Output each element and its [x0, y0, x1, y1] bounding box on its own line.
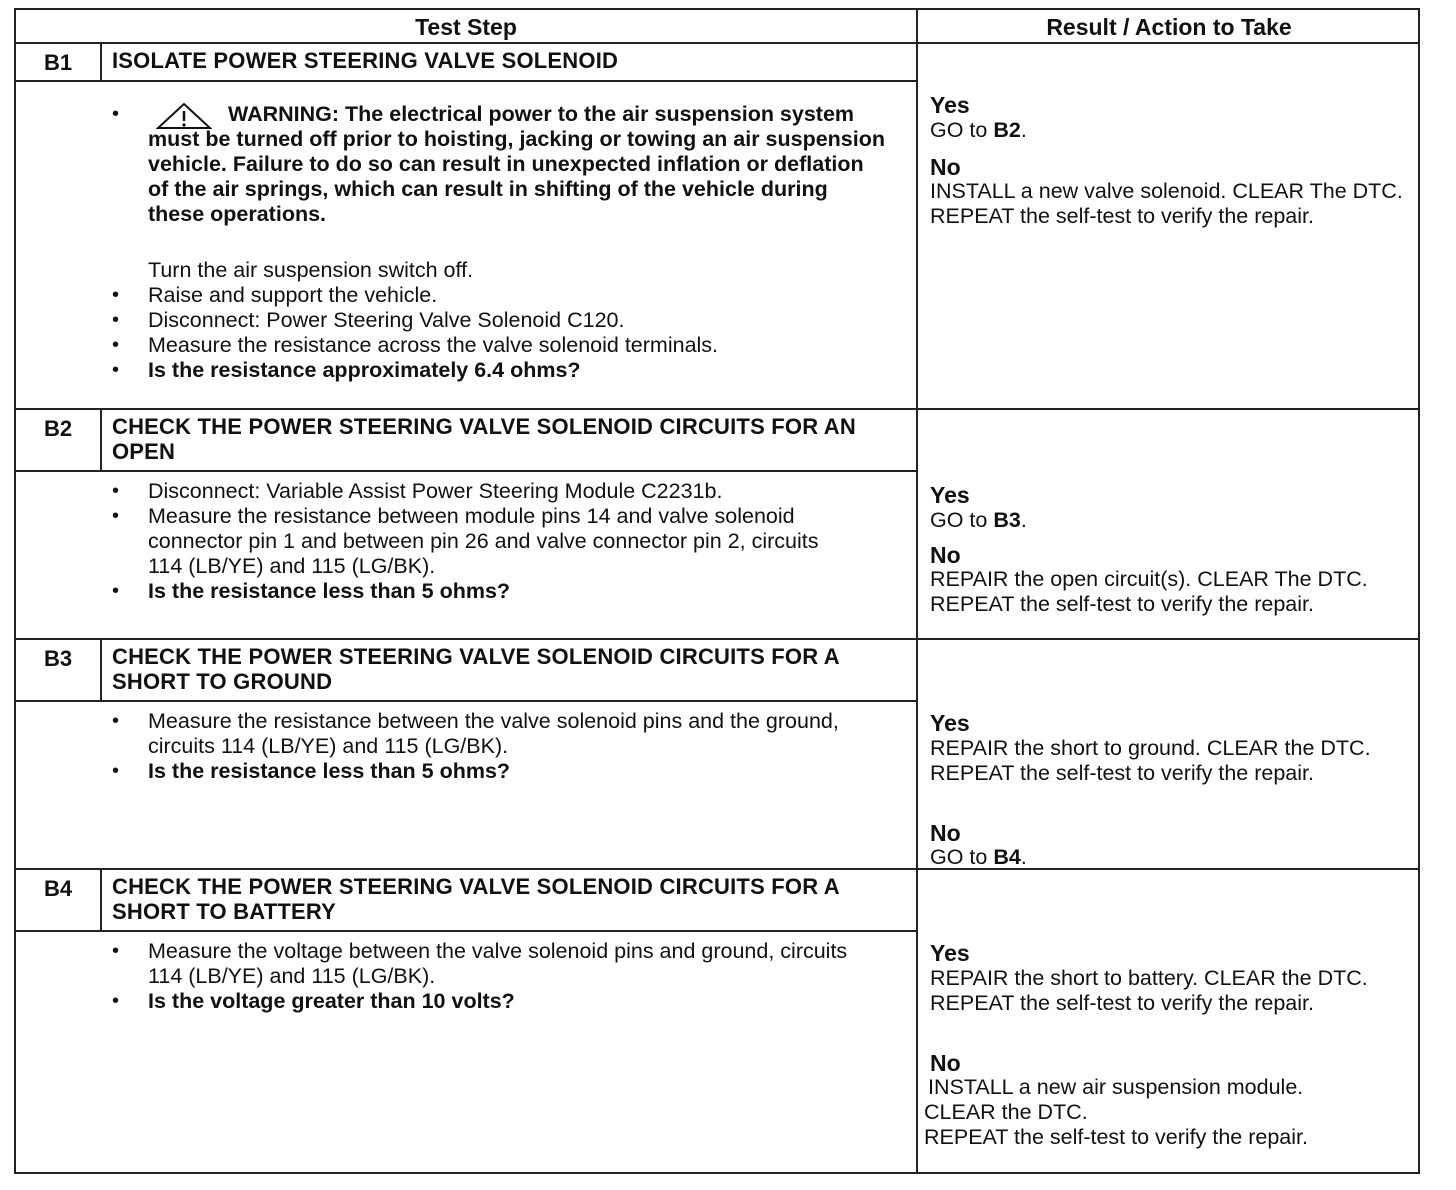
no-action: GO to B4.	[930, 845, 1027, 869]
step-block-b1	[16, 44, 1418, 410]
step-title: CHECK THE POWER STEERING VALVE SOLENOID CIRCUITS FOR A SHORT TO GROUND	[100, 640, 916, 700]
yes-action: GO to B3.	[930, 508, 1027, 532]
no-action-line: CLEAR the DTC.	[924, 1100, 1088, 1124]
list-item: Measure the resistance across the valve solenoid terminals.	[148, 333, 719, 357]
step-title: ISOLATE POWER STEERING VALVE SOLENOID	[100, 44, 916, 80]
step-id: B4	[43, 876, 73, 901]
no-action: INSTALL a new valve solenoid. CLEAR The DTC. REPEAT the self-test to verify the repair.	[930, 179, 1403, 228]
list-item: Disconnect: Variable Assist Power Steering Module C2231b.	[148, 479, 723, 503]
yes-label: Yes	[930, 482, 970, 508]
step-title: CHECK THE POWER STEERING VALVE SOLENOID CIRCUITS FOR A SHORT TO BATTERY	[100, 870, 916, 930]
yes-action: GO to B2.	[930, 118, 1027, 142]
step-b1-test-column: B1 ISOLATE POWER STEERING VALVE SOLENOID • WARNING: The electrical power to the air suspension system must be turned off prior to hoisting, jacking or towing an air suspension vehicle. Failure to do so can result in unexpected inflation or deflation of the air springs, which can result in shifting of the vehicle during these operations. Turn the air suspension switch off. • Raise and support the vehicle. • Disconnect: Power Steering Valve Solenoid C120. • Measure the resistance across the valve solenoid terminals. • Is the resistance approximately 6.4 ohms?	[16, 44, 918, 408]
header-result-action: Result / Action to Take	[918, 10, 1420, 44]
step-id: B2	[43, 416, 73, 441]
step-id: B1	[43, 50, 73, 75]
no-label: No	[930, 820, 961, 846]
yes-label: Yes	[930, 940, 970, 966]
warning-text: WARNING: The electrical power to the air suspension system must be turned off prior to hoisting, jacking or towing an air suspension vehicle. Failure to do so can result in unexpected inflation or deflation of the air springs, which can result in shifting of the vehicle during these operations.	[148, 102, 886, 226]
list-item: Disconnect: Power Steering Valve Solenoid C120.	[148, 308, 625, 332]
question: Is the resistance less than 5 ohms?	[148, 579, 511, 603]
yes-label: Yes	[930, 92, 970, 118]
step-id: B3	[43, 646, 73, 671]
step-block-b4: B4 CHECK THE POWER STEERING VALVE SOLENOID CIRCUITS FOR A SHORT TO BATTERY • Measure the voltage between the valve solenoid pins and ground, circuits 114 (LB/YE) and 115 (LG/BK). • Is the voltage greater than 10 volts? Yes REPAIR the short to battery. CLEAR the DTC. REPEAT the self-test to verify the repair. No INSTALL a new air suspension module. CLEAR the DTC. REPEAT the self-test to verify the repair.	[16, 870, 1418, 1172]
list-item: Measure the resistance between module pins 14 and valve solenoid connector pin 1 and between pin 26 and valve connector pin 2, circuits 114 (LB/YE) and 115 (LG/BK).	[148, 504, 819, 578]
question: Is the resistance less than 5 ohms?	[148, 759, 511, 783]
header-test-step: Test Step	[16, 10, 918, 44]
no-action: REPAIR the open circuit(s). CLEAR The DTC. REPEAT the self-test to verify the repair.	[930, 567, 1368, 616]
no-label: No	[930, 542, 961, 568]
no-action-line: REPEAT the self-test to verify the repair.	[924, 1125, 1308, 1149]
no-label: No	[930, 154, 961, 180]
yes-action: REPAIR the short to battery. CLEAR the DTC. REPEAT the self-test to verify the repair.	[930, 966, 1368, 1015]
question: Is the resistance approximately 6.4 ohms?	[148, 358, 581, 382]
list-item: Raise and support the vehicle.	[148, 283, 438, 307]
question: Is the voltage greater than 10 volts?	[148, 989, 515, 1013]
yes-action: REPAIR the short to ground. CLEAR the DTC. REPEAT the self-test to verify the repair.	[930, 736, 1371, 785]
step-title: CHECK THE POWER STEERING VALVE SOLENOID CIRCUITS FOR AN OPEN	[100, 410, 916, 470]
yes-label: Yes	[930, 710, 970, 736]
no-action	[924, 1075, 1418, 1150]
list-item: Measure the resistance between the valve solenoid pins and the ground, circuits 114 (LB/YE) and 115 (LG/BK).	[148, 709, 839, 758]
step-block-b3: B3 CHECK THE POWER STEERING VALVE SOLENOID CIRCUITS FOR A SHORT TO GROUND • Measure the resistance between the valve solenoid pins and the ground, circuits 114 (LB/YE) and 115 (LG/BK). • Is the resistance less than 5 ohms? Yes REPAIR the short to ground. CLEAR the DTC. REPEAT the self-test to verify the repair. No GO to B4.	[16, 640, 1418, 870]
step-block-b2: B2 CHECK THE POWER STEERING VALVE SOLENOID CIRCUITS FOR AN OPEN • Disconnect: Variable Assist Power Steering Module C2231b. • Measure the resistance between module pins 14 and valve solenoid connector pin 1 and between pin 26 and valve connector pin 2, circuits 114 (LB/YE) and 115 (LG/BK). • Is the resistance less than 5 ohms? Yes GO to B3. No REPAIR the open circuit(s). CLEAR The DTC. REPEAT the self-test to verify the repair.	[16, 410, 1418, 640]
step-b1-result-column	[918, 44, 1418, 408]
no-label: No	[930, 1050, 961, 1076]
no-action-line: INSTALL a new air suspension module.	[928, 1075, 1304, 1099]
warning-continuation: Turn the air suspension switch off.	[148, 258, 474, 282]
diagnostic-table	[14, 8, 1420, 1174]
list-item: Measure the voltage between the valve solenoid pins and ground, circuits 114 (LB/YE) and 115 (LG/BK).	[148, 939, 848, 988]
